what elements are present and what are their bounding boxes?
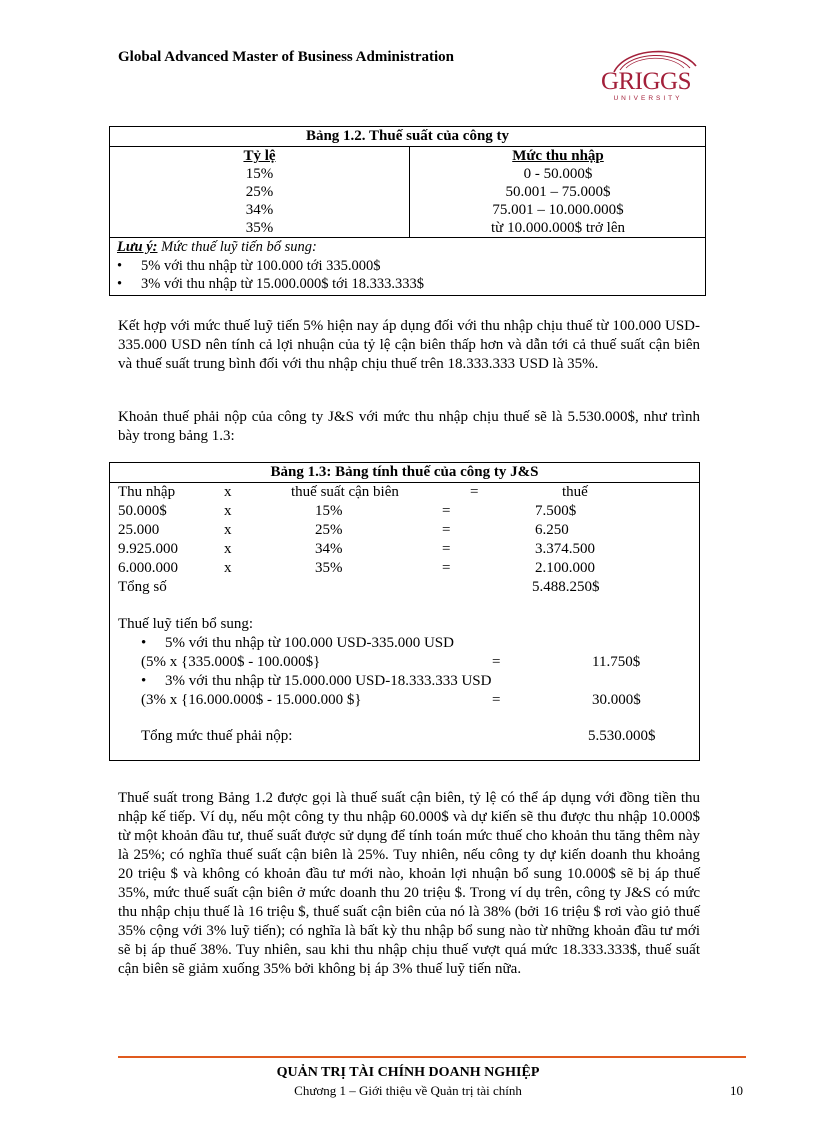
table12-income-column <box>410 147 706 237</box>
table13-tax: 2.100.000 <box>535 560 595 576</box>
table13-rate: 25% <box>315 522 343 538</box>
table13-x: x <box>224 560 232 576</box>
table13-x: x <box>224 522 232 538</box>
table13-eq: = <box>442 560 451 576</box>
table13-surtax2-text: 3% với thu nhập từ 15.000.000 USD-18.333.333 USD <box>165 673 492 689</box>
table12-rate-cell: 25% <box>245 184 274 200</box>
table12-note-label: Lưu ý: <box>117 239 158 255</box>
table12-rate-cell: 15% <box>245 166 274 182</box>
logo-wordmark: GRIGGS <box>600 68 692 95</box>
table13-surtax1-calc: (5% x {335.000$ - 100.000$} <box>141 654 321 670</box>
footer-rule <box>118 1056 746 1058</box>
table12-bullet <box>117 275 424 293</box>
paragraph-3: Thuế suất trong Bảng 1.2 được gọi là thuế suất cận biên, tỷ lệ có thể áp dụng với đồng tiền thu nhập kế tiếp. Ví dụ, nếu một công ty thu nhập 60.000$ và dự kiến sẽ thu được thu nhập 10.000$ từ một khoản đầu tư, thuế suất được sử dụng để tính toán mức thuế cho khoản thu tăng thêm này là 25%; có nghĩa thuế suất cận biên là 25%. Tuy nhiên, nếu công ty dự kiến doanh thu khoảng 20 triệu $ và không có khoản đầu tư mới nào, khoản lợi nhuận bổ sung 10.000$ sẽ bị áp thuế 35%, mức thuế suất cận biên ở mức doanh thu 20 triệu $. Trong ví dụ trên, công ty J&S có mức thu nhập chịu thuế là 16 triệu $, thuế suất cận biên của nó là 38% (bởi 16 triệu $ rơi vào giỏ thuế 35% cộng với 3% luỹ tiến); có nghĩa là bất kỳ thu nhập bổ sung nào từ những khoản đầu tư mới sẽ bị áp thuế 38%. Tuy nhiên, sau khi thu nhập chịu thuế vượt quá mức 18.333.333$, thuế suất cận biên sẽ giảm xuống 35% bởi không bị áp 3% thuế luỹ tiến nữa. <box>118 790 700 977</box>
griggs-university-logo <box>586 46 706 104</box>
table13-x: x <box>224 541 232 557</box>
table12-caption: Bảng 1.2. Thuế suất của công ty <box>305 128 510 144</box>
table13-header-rate: thuế suất cận biên <box>291 484 399 500</box>
table13-tax: 7.500$ <box>535 503 577 519</box>
table12-income-cell: 75.001 – 10.000.000$ <box>492 202 624 218</box>
table13-eq: = <box>442 541 451 557</box>
table12-note <box>117 238 317 256</box>
table12-income-header: Mức thu nhập <box>512 148 604 164</box>
table13-caption: Bảng 1.3: Bảng tính thuế của công ty J&S <box>270 464 539 480</box>
table13-eq: = <box>442 503 451 519</box>
table12-income-cell: từ 10.000.000$ trở lên <box>491 220 625 236</box>
table12-bullet-text: 3% với thu nhập từ 15.000.000$ tới 18.333.333$ <box>141 276 424 292</box>
document-header-title: Global Advanced Master of Business Administration <box>118 49 455 65</box>
table13-surtax2-calc: (3% x {16.000.000$ - 15.000.000 $} <box>141 692 362 708</box>
table13-header-eq: = <box>470 484 479 500</box>
bullet-icon: • <box>117 258 123 274</box>
table12-bullet <box>117 257 380 275</box>
table13-income: 25.000 <box>118 522 160 538</box>
table13-surtax-bullet <box>141 672 491 691</box>
bullet-icon: • <box>141 673 147 689</box>
table13-tax: 3.374.500 <box>535 541 595 557</box>
table13-surtax-bullet <box>141 634 454 653</box>
table13-rate: 35% <box>315 560 343 576</box>
paragraph-1: Kết hợp với mức thuế luỹ tiến 5% hiện nay áp dụng đối với thu nhập chịu thuế từ 100.000 USD-335.000 USD nên tính cả lợi nhuận của tỷ lệ cận biên thấp hơn và dẫn tới cả thuế suất cận biên và thuế suất trung bình đối với thu nhập chịu thuế trên 18.333.333 USD là 35%. <box>118 318 700 372</box>
table13-header-income: Thu nhập <box>118 484 176 500</box>
footer-chapter: Chương 1 – Giới thiệu về Quản trị tài chính <box>294 1083 522 1098</box>
table12-bullet-text: 5% với thu nhập từ 100.000 tới 335.000$ <box>141 258 381 274</box>
table13-header-x: x <box>224 484 232 500</box>
table13-surtax2-eq: = <box>492 692 501 708</box>
table13-eq: = <box>442 522 451 538</box>
table12-rate-cell: 35% <box>245 220 274 236</box>
page-number: 10 <box>730 1083 743 1098</box>
bullet-icon: • <box>117 276 123 292</box>
table12-note-text: Mức thuế luỹ tiến bổ sung: <box>157 239 317 255</box>
table13-surtax1-text: 5% với thu nhập từ 100.000 USD-335.000 USD <box>165 635 454 651</box>
table13-grand-value: 5.530.000$ <box>588 728 656 744</box>
table12-rate-column <box>110 147 409 237</box>
table12-rate-header: Tỷ lệ <box>243 148 276 164</box>
table13-rate: 34% <box>315 541 343 557</box>
table13-income: 50.000$ <box>118 503 167 519</box>
table13-divider <box>110 482 699 483</box>
table13-surtax2-value: 30.000$ <box>592 692 641 708</box>
table13-header-tax: thuế <box>562 484 588 500</box>
table13-tax: 6.250 <box>535 522 569 538</box>
bullet-icon: • <box>141 635 147 651</box>
logo-subtitle: UNIVERSITY <box>613 95 683 102</box>
table13-income: 9.925.000 <box>118 541 178 557</box>
table-tax-calculation <box>109 462 700 761</box>
table13-surtax1-eq: = <box>492 654 501 670</box>
table13-total-label: Tổng số <box>118 579 167 595</box>
table-corporate-tax-rates <box>109 126 706 296</box>
table13-total-value: 5.488.250$ <box>532 579 600 595</box>
table13-income: 6.000.000 <box>118 560 178 576</box>
footer-title: QUẢN TRỊ TÀI CHÍNH DOANH NGHIỆP <box>276 1065 540 1080</box>
table12-income-cell: 50.001 – 75.000$ <box>505 184 611 200</box>
table13-surtax1-value: 11.750$ <box>592 654 641 670</box>
table13-x: x <box>224 503 232 519</box>
table13-rate: 15% <box>315 503 343 519</box>
table13-surtax-label: Thuế luỹ tiến bổ sung: <box>118 616 253 632</box>
table12-income-cell: 0 - 50.000$ <box>523 166 593 182</box>
table12-rate-cell: 34% <box>245 202 274 218</box>
table13-grand-label: Tổng mức thuế phải nộp: <box>141 728 293 744</box>
paragraph-2: Khoản thuế phải nộp của công ty J&S với mức thu nhập chịu thuế sẽ là 5.530.000$, như trình bày trong bảng 1.3: <box>118 409 700 444</box>
